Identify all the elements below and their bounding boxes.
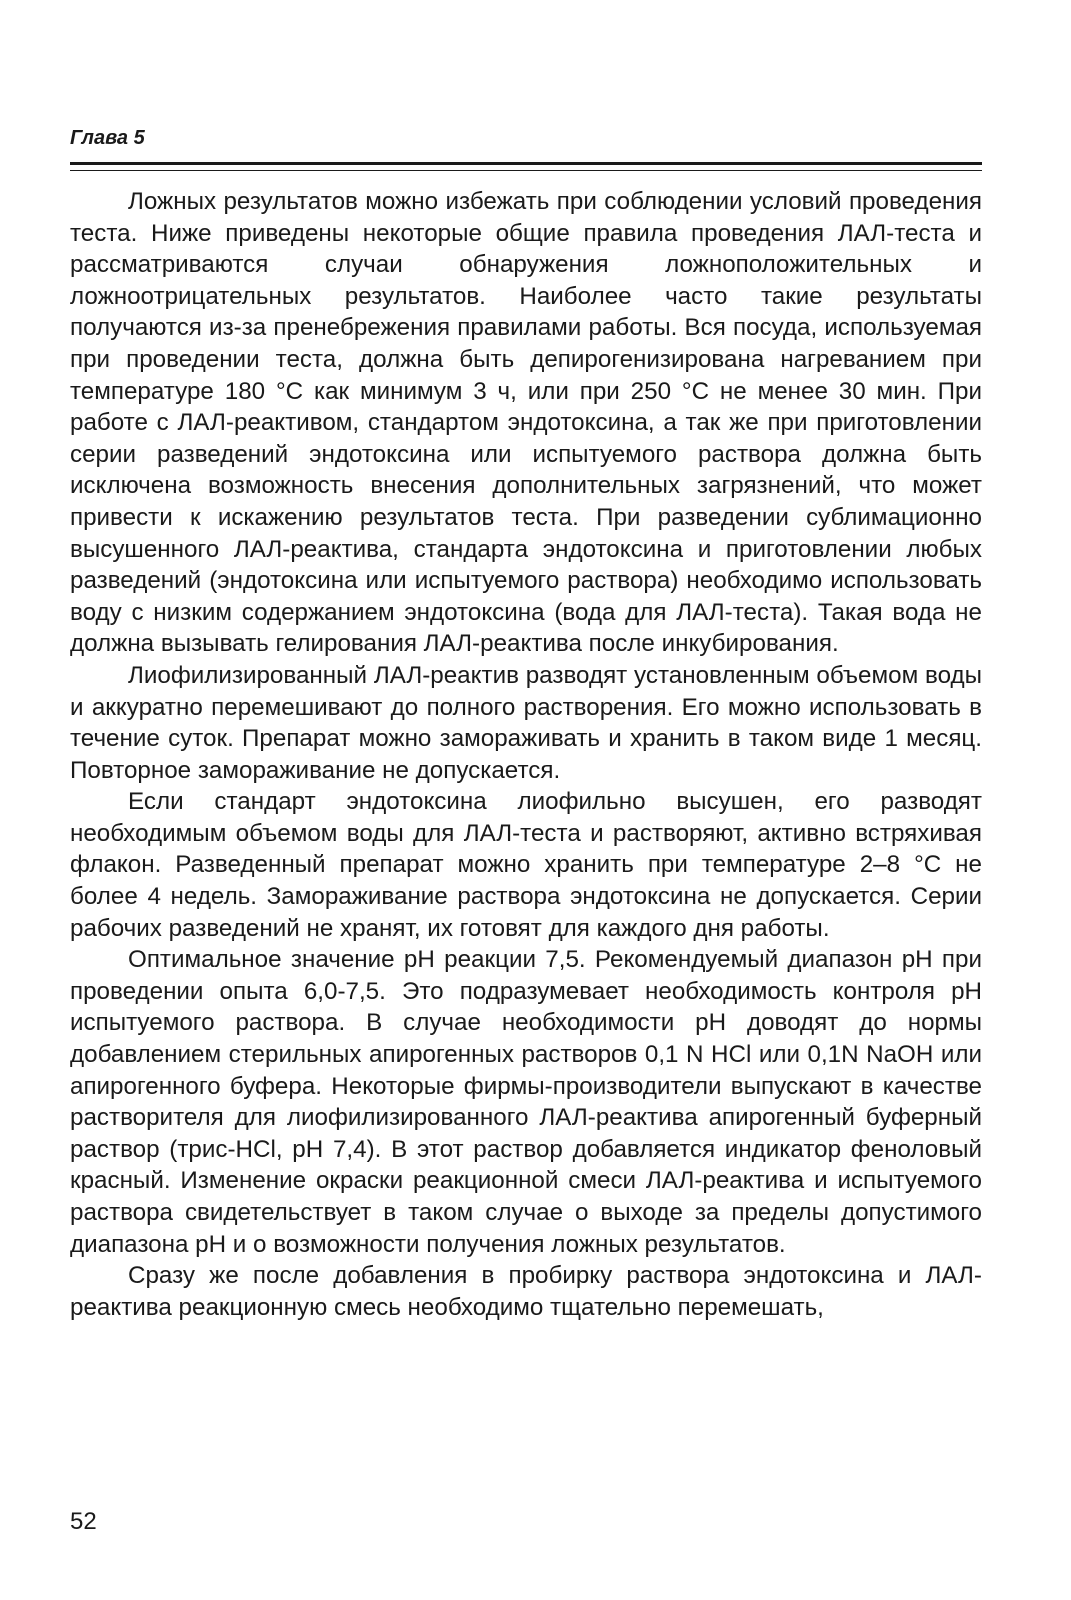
body-text — [70, 186, 982, 1323]
paragraph: Лиофилизированный ЛАЛ-реактив разводят установленным объемом воды и аккуратно перемешивают до полного растворения. Его можно использовать в течение суток. Препарат можно замораживать и хранить в таком виде 1 месяц. Повторное замораживание не допускается. — [70, 661, 982, 784]
page-number: 52 — [70, 1508, 97, 1535]
header-rule-thin — [70, 170, 982, 171]
chapter-header: Глава 5 — [70, 127, 145, 149]
paragraph: Оптимальное значение рН реакции 7,5. Рекомендуемый диапазон рН при проведении опыта 6,0-7,5. Это подразумевает необходимость контроля рН испытуемого раствора. В случае необходимости рН доводят до нормы добавлением стерильных апирогенных растворов 0,1 N HCl или 0,1N NaOH или апирогенного буфера. Некоторые фирмы-производители выпускают в качестве растворителя для лиофилизированного ЛАЛ-реактива апирогенный буферный раствор (трис-HCl, рН 7,4). В этот раствор добавляется индикатор феноловый красный. Изменение окраски реакционной смеси ЛАЛ-реактива и испытуемого раствора свидетельствует в таком случае о выходе за пределы допустимого диапазона рН и о возможности получения ложных результатов. — [70, 946, 982, 1258]
paragraph: Если стандарт эндотоксина лиофильно высушен, его разводят необходимым объемом воды для ЛАЛ-теста и растворяют, активно встряхивая флакон. Разведенный препарат можно хранить при температуре 2–8 °С не более 4 недель. Замораживание раствора эндотоксина не допускается. Серии рабочих разведений не хранят, их готовят для каждого дня работы. — [70, 788, 982, 942]
header-rule-thick — [70, 162, 982, 165]
paragraph: Ложных результатов можно избежать при соблюдении условий проведения теста. Ниже приведены некоторые общие правила проведения ЛАЛ-теста и рассматриваются случаи обнаружения ложноположительных и ложноотрицательных результатов. Наиболее часто такие результаты получаются из-за пренебрежения правилами работы. Вся посуда, используемая при проведении теста, должна быть депирогенизирована нагреванием при температуре 180 °С как минимум 3 ч, или при 250 °С не менее 30 мин. При работе с ЛАЛ-реактивом, стандартом эндотоксина, а так же при приготовлении серии разведений эндотоксина или испытуемого раствора должна быть исключена возможность внесения дополнительных загрязнений, что может привести к искажению результатов теста. При разведении сублимационно высушенного ЛАЛ-реактива, стандарта эндотоксина и приготовлении любых разведений (эндотоксина или испытуемого раствора) необходимо использовать воду с низким содержанием эндотоксина (вода для ЛАЛ-теста). Такая вода не должна вызывать гелирования ЛАЛ-реактива после инкубирования. — [70, 188, 982, 658]
paragraph: Сразу же после добавления в пробирку раствора эндотоксина и ЛАЛ-реактива реакционную смесь необходимо тщательно перемешать, — [70, 1262, 982, 1321]
